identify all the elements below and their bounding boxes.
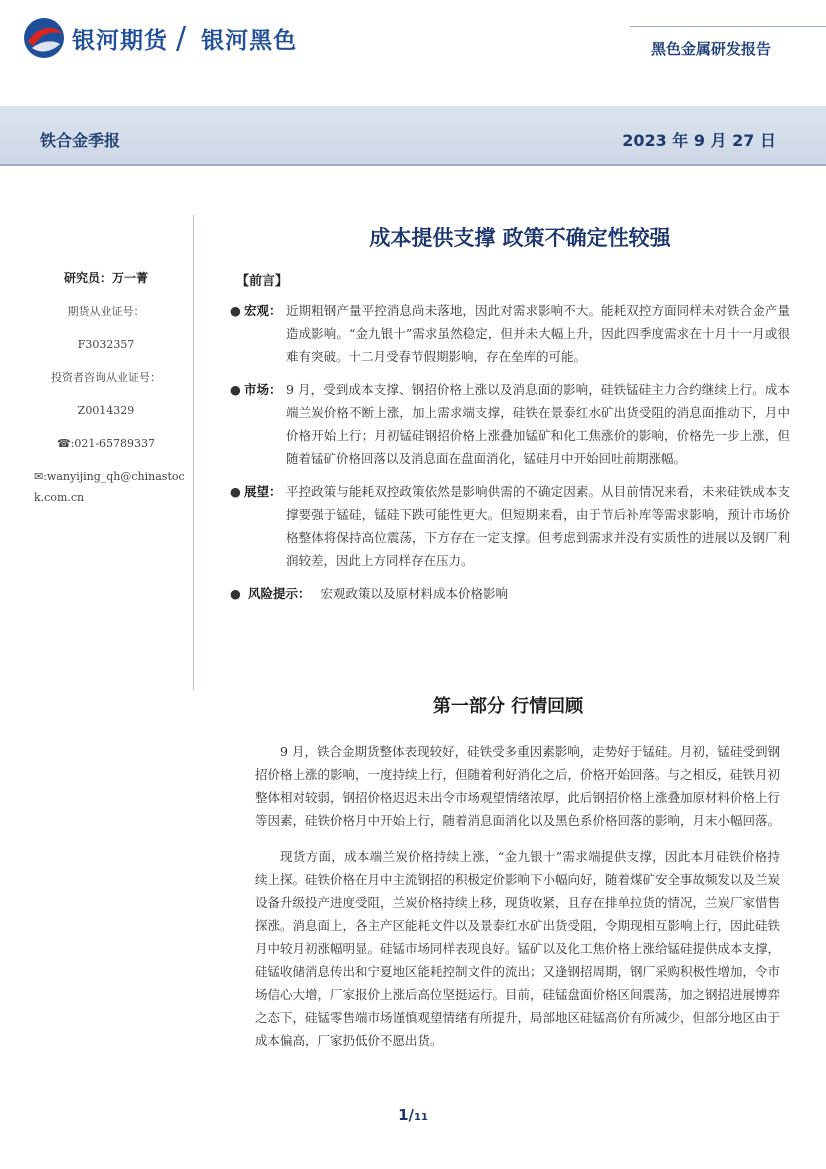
paragraph: 9 月，铁合金期货整体表现较好，硅铁受多重因素影响，走势好于锰硅。月初，锰硅受到钢招价格上涨的影响，一度持续上行，但随着利好消化之后，价格开始回落。与之相反，硅铁月初整体相对较弱，钢招价格迟迟未出令市场观望情绪浓厚，此后钢招价格上涨叠加原材料价格上行等因素，硅铁价格月中开始上行，随着消息面消化以及黑色系价格回落的影响，月末小幅回落。 [255, 744, 781, 828]
bullet-market [230, 378, 790, 470]
bullet-label: 展望： [244, 484, 282, 499]
brand-subname: 银河黑色 [201, 27, 298, 54]
page-number: 1/11 [398, 1106, 428, 1124]
risk-text: 宏观政策以及原材料成本价格影响 [320, 586, 508, 601]
header-rule [630, 26, 826, 27]
report-type: 黑色金属研发报告 [650, 40, 771, 58]
phone-number: ☎:021-65789337 [56, 437, 156, 450]
bullet-text: 9 月，受到成本支撑、钢招价格上涨以及消息面的影响，硅铁锰硅主力合约继续上行。成本端兰炭价格不断上涨，加上需求端支撑，硅铁在景泰红水矿出货受阻的消息面推动下，月中价格开始上行；月初锰硅钢招价格上涨叠加锰矿和化工焦涨价的影响，价格先一步上涨，但随着锰矿价格回落以及消息面在盘面消化，锰硅月中开始回吐前期涨幅。 [286, 382, 790, 466]
license-label: 期货从业证号： [67, 305, 145, 318]
band-rule [0, 164, 826, 166]
brand-name: 银河期货 [72, 27, 168, 54]
license-number: F3032357 [77, 338, 135, 351]
advisor-license-number: Z0014329 [77, 404, 135, 417]
email-address[interactable]: ✉:wanyijing_qh@chinastock.com.cn [34, 470, 185, 504]
bullet-dot-icon: ● [230, 303, 241, 318]
brand-divider: / [176, 20, 188, 56]
risk-label: 风险提示： [247, 586, 311, 601]
bullet-macro [230, 299, 790, 368]
report-title: 成本提供支撑 政策不确定性较强 [369, 226, 671, 250]
bullet-label: 市场： [244, 382, 282, 397]
paragraph: 现货方面，成本端兰炭价格持续上涨，“金九银十”需求端提供支撑，因此本月硅铁价格持续上探。硅铁价格在月中主流钢招的积极定价影响下小幅向好，随着煤矿安全事故频发以及兰炭设备升级投产进度受阻，兰炭价格持续上移，现货收紧，且存在排单拉货的情况，兰炭厂家惜售探涨。消息面上，各主产区能耗文件以及景泰红水矿出货受阻，令期现相互影响上行，因此硅铁月中较月初涨幅明显。硅锰市场同样表现良好。锰矿以及化工焦价格上涨给锰硅提供成本支撑，硅锰收储消息传出和宁夏地区能耗控制文件的流出；又逢钢招周期，钢厂采购积极性增加，令市场信心大增，厂家报价上涨后高位坚挺运行。目前，硅锰盘面价格区间震荡，加之钢招进展博弈之态下，硅锰零售端市场谨慎观望情绪有所提升，局部地区硅锰高价有所减少，但部分地区由于成本偏高，厂家扔低价不愿出货。 [255, 849, 781, 1048]
bullet-dot-icon: ● [230, 586, 241, 601]
summary-section [230, 222, 790, 605]
bullet-text: 平控政策与能耗双控政策依然是影响供需的不确定因素。从目前情况来看，未来硅铁成本支撑要强于锰硅，锰硅下跌可能性更大。但短期来看，由于节后补库等需求影响，预计市场价格整体将保持高位震荡，下方存在一定支撑。但考虑到需求并没有实质性的进展以及钢厂利润较差，因此上方同样存在压力。 [286, 484, 790, 568]
preface-heading: 【前言】 [236, 274, 289, 289]
report-date: 2023 年 9 月 27 日 [622, 131, 776, 150]
title-band [0, 106, 826, 166]
galaxy-logo-icon [22, 16, 66, 60]
advisor-license-label: 投资者咨询从业证号： [51, 371, 161, 384]
analyst-sidebar [22, 262, 190, 508]
brand-logo [22, 16, 297, 60]
section-body [255, 740, 780, 1065]
analyst-name: 研究员：万一菁 [63, 271, 148, 285]
bullet-dot-icon: ● [230, 484, 241, 499]
risk-warning [230, 582, 790, 605]
sidebar-divider [193, 215, 194, 690]
bullet-text: 近期粗钢产量平控消息尚未落地，因此对需求影响不大。能耗双控方面同样未对铁合金产量造成影响。“金九银十”需求虽然稳定，但并未大幅上升，因此四季度需求在十月十一月或很难有突破。十二月受春节假期影响，存在垒库的可能。 [286, 303, 790, 364]
bullet-label: 宏观： [244, 303, 282, 318]
report-series-title: 铁合金季报 [40, 131, 121, 150]
bullet-outlook [230, 480, 790, 572]
section-title: 第一部分 行情回顾 [432, 696, 584, 717]
bullet-dot-icon: ● [230, 382, 241, 397]
